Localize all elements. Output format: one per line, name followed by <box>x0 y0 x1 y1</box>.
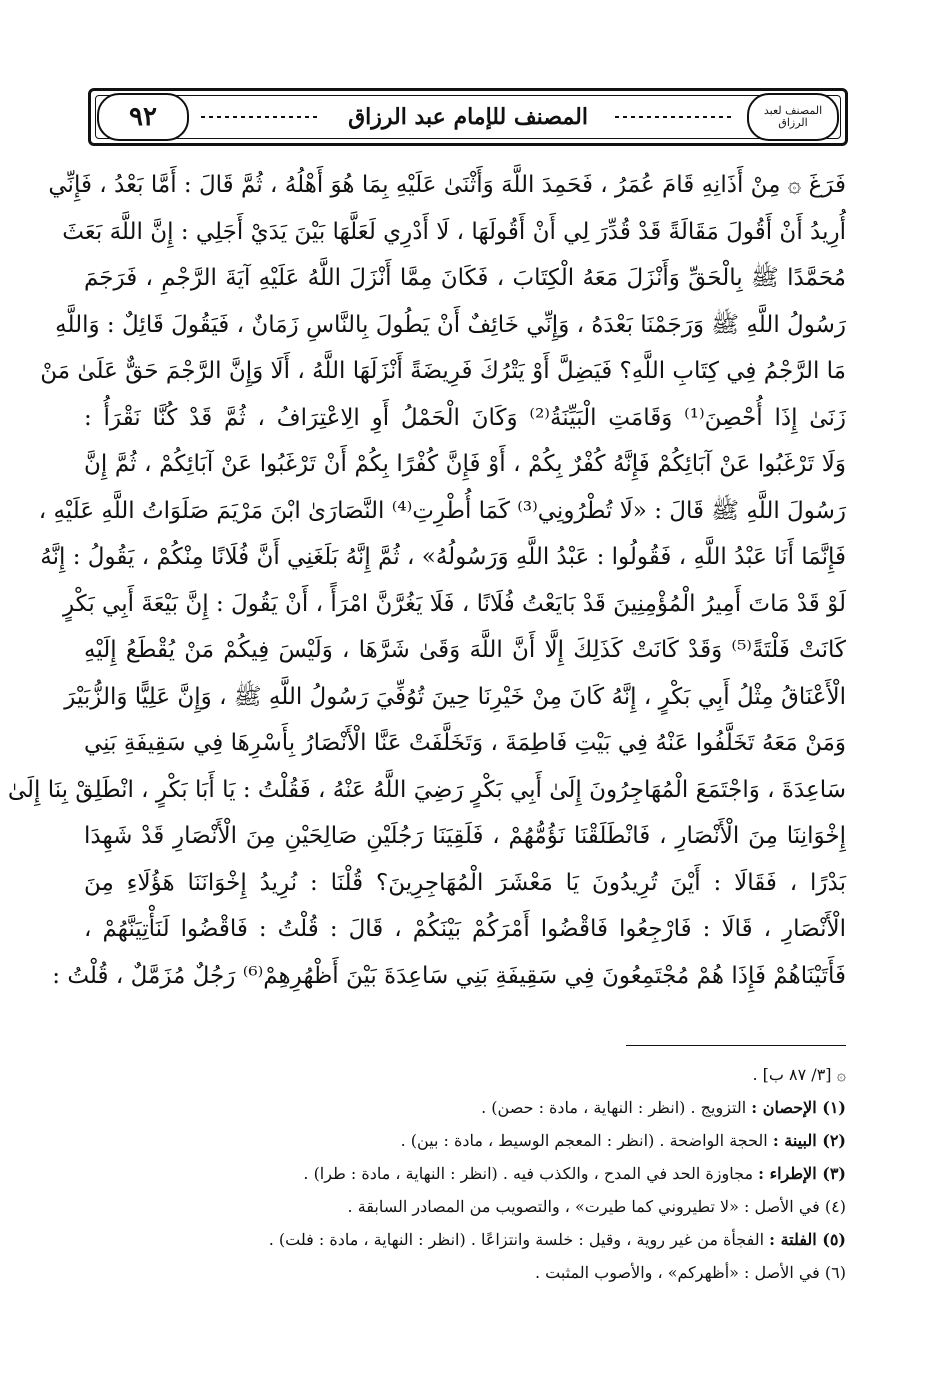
text-line: الْأَعْنَاقُ مِثْلُ أَبِي بَكْرٍ ، إِنَّهُ كَانَ مِنْ خَيْرِنَا حِينَ تُوُفِّيَ رَسُولُ اللَّهِ ﷺ ، وَإِنَّ عَلِيًّا وَالزُّبَيْرَ <box>64 683 846 710</box>
text-line: لَوْ قَدْ مَاتَ أَمِيرُ الْمُؤْمِنِينَ قَدْ بَايَعْتُ فُلَانًا ، فَلَا يَغُرَّنَّ امْرَأً ، أَنْ يَقُولَ : إِنَّ بَيْعَةَ أَبِي بَكْرٍ <box>62 590 846 617</box>
footnote-term: (٢) البينة : <box>772 1131 846 1150</box>
footnote-text: الفجأة من غير روية ، وقيل : خلسة وانتزاعًا . (انظر : النهاية ، مادة : فلت) . <box>268 1230 770 1249</box>
text-line: وَمَنْ مَعَهُ تَخَلَّفُوا عَنْهُ فِي بَيْتِ فَاطِمَةَ ، وَتَخَلَّفَتْ عَنَّا الْأَنْصَارُ بِأَسْرِهَا فِي سَقِيفَةِ بَنِي <box>84 730 846 756</box>
footnote-item <box>84 1256 846 1289</box>
text-line: فَإِنَّمَا أَنَا عَبْدُ اللَّهِ ، فَقُولُوا : عَبْدُ اللَّهِ وَرَسُولُهُ» ، ثُمَّ إِنَّهُ بَلَغَنِي أَنَّ فُلَانًا مِنْكُمْ ، يَقُولُ : إِنَّهُ <box>40 544 846 570</box>
footnote-item <box>84 1223 846 1256</box>
page-header <box>88 88 848 146</box>
footnote-term: (٣) الإطراء : <box>758 1164 846 1183</box>
text-line: الْأَنْصَارِ ، قَالَا : فَارْجِعُوا فَاقْضُوا أَمْرَكُمْ بَيْنَكُمْ ، قَالَ : قُلْتُ : فَاقْضُوا لَنَأْتِيَنَّهُمْ ، <box>84 916 846 942</box>
text-line: فَأَتَيْنَاهُمْ فَإِذَا هُمْ مُجْتَمِعُونَ فِي سَقِيفَةِ بَنِي سَاعِدَةَ بَيْنَ أَظْهُرِهِمْ⁽⁶⁾ رَجُلٌ مُزَمَّلٌ ، قُلْتُ : <box>52 962 846 989</box>
text-line: مُحَمَّدًا ﷺ بِالْحَقِّ وَأَنْزَلَ مَعَهُ الْكِتَابَ ، فَكَانَ مِمَّا أَنْزَلَ اللَّهُ عَلَيْهِ آيَةَ الرَّجْمِ ، فَرَجَمَ <box>84 265 846 291</box>
footnote-text: (٤) في الأصل : «لا تطيروني كما طيرت» ، والتصويب من المصادر السابقة . <box>347 1197 846 1216</box>
text-line: فَرَغَ ۞ مِنْ أَذَانِهِ قَامَ عُمَرُ ، فَحَمِدَ اللَّهَ وَأَثْنَىٰ عَلَيْهِ بِمَا هُوَ أَهْلُهُ ، ثُمَّ قَالَ : أَمَّا بَعْدُ ، فَإِنِّي <box>48 172 846 198</box>
text-line: زَنَىٰ إِذَا أُحْصِنَ⁽¹⁾ وَقَامَتِ الْبَيِّنَةُ⁽²⁾ وَكَانَ الْحَمْلُ أَوِ الِاعْتِرَافُ ، ثُمَّ قَدْ كُنَّا نَقْرَأُ : <box>84 404 846 431</box>
footnote-text: التزويج . (انظر : النهاية ، مادة : حصن) . <box>481 1098 752 1117</box>
text-line: أُرِيدُ أَنْ أَقُولَ مَقَالَةً قَدْ قُدِّرَ لِي أَنْ أَقُولَهَا ، لَا أَدْرِي لَعَلَّهَا بَيْنَ يَدَيْ أَجَلِي : إِنَّ اللَّهَ بَعَثَ <box>62 218 846 245</box>
book-seal-icon: المصنف لعبد الرزاق <box>747 93 839 141</box>
page-number: ٩٢ <box>97 93 189 141</box>
text-line: كَانَتْ فَلْتَةً⁽⁵⁾ وَقَدْ كَانَتْ كَذَلِكَ إِلَّا أَنَّ اللَّهَ وَقَىٰ شَرَّهَا ، وَلَيْسَ فِيكُمْ مَنْ يُقْطَعُ إِلَيْهِ <box>84 637 846 663</box>
text-line: رَسُولُ اللَّهِ ﷺ وَرَجَمْنَا بَعْدَهُ ، وَإِنِّي خَائِفٌ أَنْ يَطُولَ بِالنَّاسِ زَمَانٌ ، فَيَقُولَ قَائِلٌ : وَاللَّهِ <box>55 311 846 338</box>
text-line: رَسُولَ اللَّهِ ﷺ قَالَ : «لَا تُطْرُونِي⁽³⁾ كَمَا أُطْرِتِ⁽⁴⁾ النَّصَارَىٰ ابْنَ مَرْيَمَ صَلَوَاتُ اللَّهِ عَلَيْهِ ، <box>38 497 846 524</box>
footnote-text: (٦) في الأصل : «أظهركم» ، والأصوب المثبت . <box>534 1263 846 1282</box>
footnote-item <box>84 1190 846 1223</box>
running-title: المصنف للإمام عبد الرزاق <box>348 104 588 130</box>
footnote-divider <box>626 1045 846 1046</box>
main-text <box>7 162 846 999</box>
footnote-item <box>84 1058 846 1091</box>
text-line: مَا الرَّجْمُ فِي كِتَابِ اللَّهِ؟ فَيَضِلَّ أَوْ يَتْرُكَ فَرِيضَةً أَنْزَلَهَا اللَّهُ ، أَلَا وَإِنَّ الرَّجْمَ حَقٌّ عَلَىٰ مَنْ <box>40 358 846 384</box>
footnote-text: الحجة الواضحة . (انظر : المعجم الوسيط ، مادة : بين) . <box>400 1131 773 1150</box>
text-line: سَاعِدَةَ ، وَاجْتَمَعَ الْمُهَاجِرُونَ إِلَىٰ أَبِي بَكْرٍ رَضِيَ اللَّهُ عَنْهُ ، فَقُلْتُ : يَا أَبَا بَكْرٍ ، انْطَلِقْ بِنَا إِلَىٰ <box>7 776 846 803</box>
footnote-term: (٥) الفلتة : <box>769 1230 846 1249</box>
footnote-text: ۞ [٣/ ٨٧ ب] . <box>752 1065 846 1084</box>
footnote-text: مجاوزة الحد في المدح ، والكذب فيه . (انظر : النهاية ، مادة : طرا) . <box>303 1164 759 1183</box>
footnote-item <box>84 1091 846 1124</box>
footnote-term: (١) الإحصان : <box>751 1098 846 1117</box>
text-line: وَلَا تَرْغَبُوا عَنْ آبَائِكُمْ فَإِنَّهُ كُفْرٌ بِكُمْ ، أَوْ فَإِنَّ كُفْرًا بِكُمْ أَنْ تَرْغَبُوا عَنْ آبَائِكُمْ ، ثُمَّ إِنَّ <box>84 451 846 477</box>
text-line: إِخْوَانِنَا مِنَ الْأَنْصَارِ ، فَانْطَلَقْنَا نَؤُمُّهُمْ ، فَلَقِيَنَا رَجُلَيْنِ صَالِحَيْنِ مِنَ الْأَنْصَارِ قَدْ شَهِدَا <box>84 823 846 849</box>
footnotes <box>84 1058 846 1289</box>
footnote-item <box>84 1157 846 1190</box>
text-line: بَدْرًا ، فَقَالَا : أَيْنَ تُرِيدُونَ يَا مَعْشَرَ الْمُهَاجِرِينَ؟ قُلْنَا : نُرِيدُ إِخْوَانَنَا هَؤُلَاءِ مِنَ <box>84 869 846 896</box>
footnote-item <box>84 1124 846 1157</box>
